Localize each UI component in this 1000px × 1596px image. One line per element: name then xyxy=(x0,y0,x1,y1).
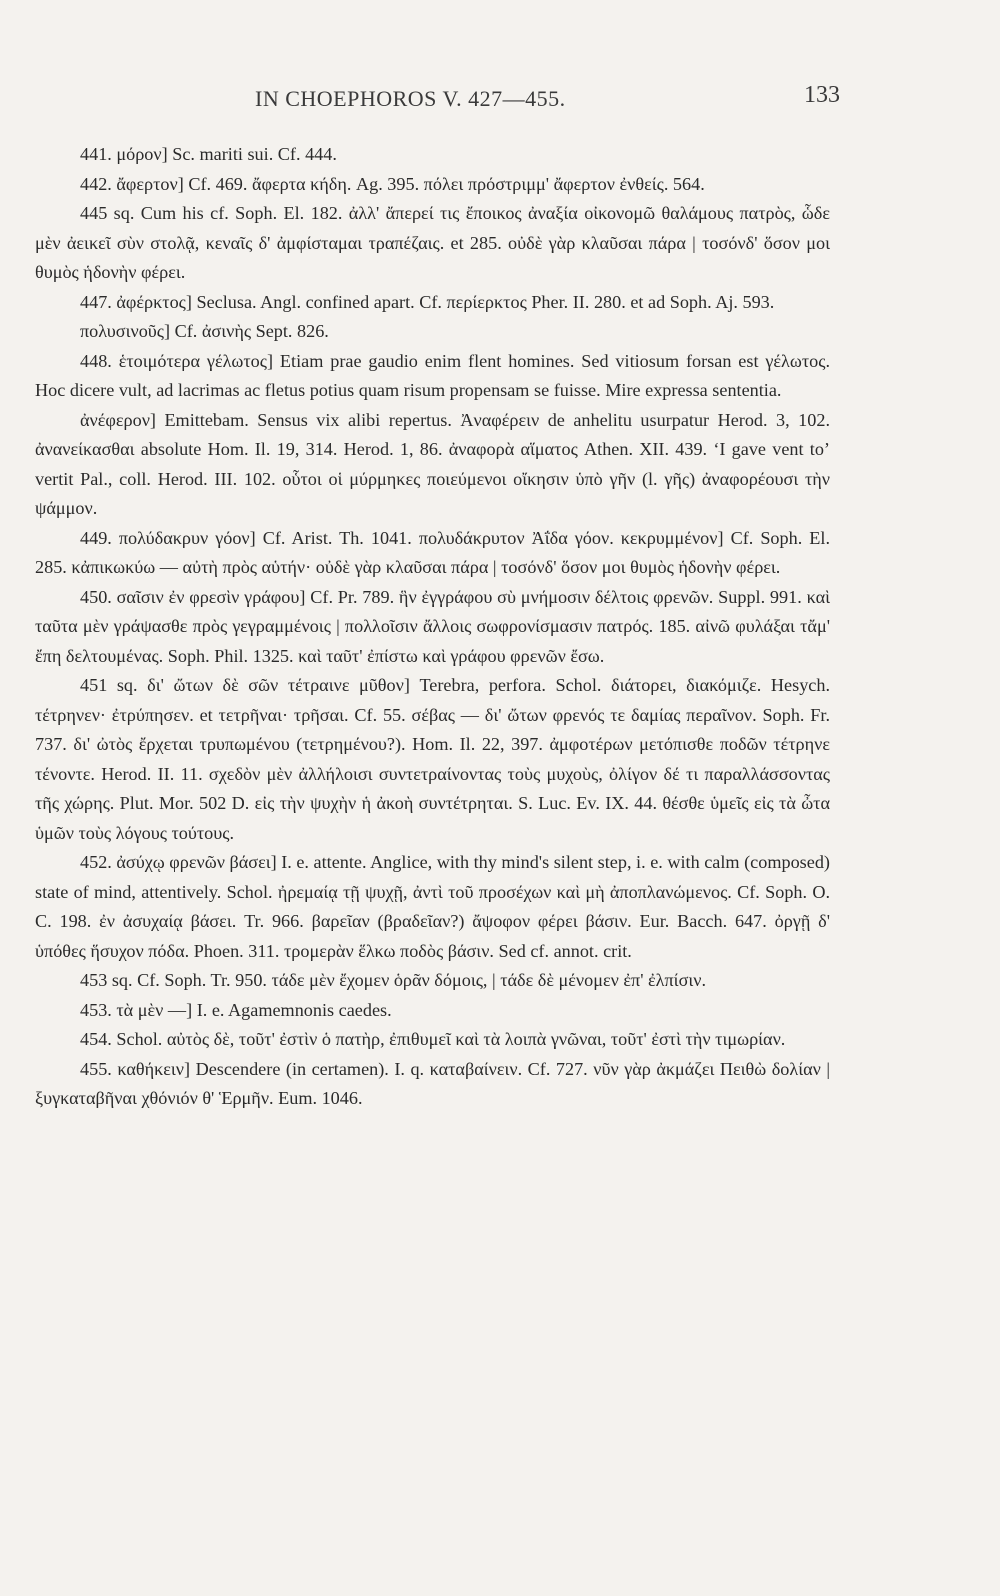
note-453: 453. τὰ μὲν —] I. e. Agamemnonis caedes. xyxy=(80,999,392,1020)
note-447: 447. ἀφέρκτος] Seclusa. Angl. confined apart. Cf. περίερκτος Pher. II. 280. et ad Soph. Aj. 593. xyxy=(80,291,775,312)
running-head: IN CHOEPHOROS V. 427—455. xyxy=(255,86,566,111)
note-448: 448. ἑτοιμότερα γέλωτος] Etiam prae gaudio enim flent homines. Sed vitiosum forsan est γέλωτος. Hoc dicere vult, ad lacrimas ac fletus potius quam risum propensam se fuisse. Mire expressa sententia. xyxy=(35,350,830,400)
note-451: 451 sq. δι' ὤτων δὲ σῶν τέτραινε μῦθον] Terebra, perfora. Schol. διάτορει, διακόμιζε. Hesych. τέτρηνεν· ἐτρύπησεν. et τετρῆναι· τρῆσαι. Cf. 55. σέβας — δι' ὤτων φρενός τε δαμίας περαῖνον. Soph. Fr. 737. δι' ὠτὸς ἔρχεται τρυπωμένου (τετρημένου?). Hom. Il. 22, 397. ἀμφοτέρων μετόπισθε ποδῶν τέτρηνε τένοντε. Herod. II. 11. σχεδὸν μὲν ἀλλήλοισι συντετραίνοντας τοὺς μυχοὺς, ὀλίγον δέ τι παραλλάσσοντας τῆς χώρης. Plut. Mor. 502 D. εἰς τὴν ψυχὴν ἡ ἀκοὴ συντέτρηται. S. Luc. Ev. IX. 44. θέσθε ὑμεῖς εἰς τὰ ὦτα ὑμῶν τοὺς λόγους τούτους. xyxy=(35,675,830,843)
page-number: 133 xyxy=(804,82,840,108)
note-452: 452. ἀσύχῳ φρενῶν βάσει] I. e. attente. Anglice, with thy mind's silent step, i. e. with calm (composed) state of mind, attentively. Schol. ἠρεμαίᾳ τῇ ψυχῇ, ἀντὶ τοῦ προσέχων καὶ μὴ ἀποπλανώμενος. Cf. Soph. O. C. 198. ἐν ἀσυχαίᾳ βάσει. Tr. 966. βαρεῖαν (βραδεῖαν?) ἄψοφον φέρει βάσιν. Eur. Bacch. 647. ὀργῇ δ' ὑπόθες ἥσυχον πόδα. Phoen. 311. τρομερὰν ἕλκω ποδὸς βάσιν. Sed cf. annot. crit. xyxy=(35,852,830,961)
commentary-body xyxy=(35,140,830,1114)
note-441: 441. μόρον] Sc. mariti sui. Cf. 444. xyxy=(80,144,337,164)
note-454: 454. Schol. αὐτὸς δὲ, τοῦτ' ἐστὶν ὁ πατὴρ, ἐπιθυμεῖ καὶ τὰ λοιπὰ γνῶναι, τοῦτ' ἐστὶ τὴν τιμωρίαν. xyxy=(80,1029,786,1049)
note-449: 449. πολύδακρυν γόον] Cf. Arist. Th. 1041. πολυδάκρυτον Ἀΐδα γόον. κεκρυμμένον] Cf. Soph. El. 285. κἀπικωκύω — αὐτὴ πρὸς αὑτήν· οὐδὲ γὰρ κλαῦσαι πάρα | τοσόνδ' ὅσον μοι θυμὸς ἡδονὴν φέρει. xyxy=(35,527,830,577)
note-450: 450. σαῖσιν ἐν φρεσὶν γράφου] Cf. Pr. 789. ἣν ἐγγράφου σὺ μνήμοσιν δέλτοις φρενῶν. Suppl. 991. καὶ ταῦτα μὲν γράψασθε πρὸς γεγραμμένοις | πολλοῖσιν ἄλλοις σωφρονίσμασιν πατρός. 185. αἰνῶ φυλάξαι τἄμ' ἔπη δελτουμένας. Soph. Phil. 1325. καὶ ταῦτ' ἐπίστω καὶ γράφου φρενῶν ἔσω. xyxy=(35,586,830,666)
note-442: 442. ἄφερτον] Cf. 469. ἄφερτα κήδη. Ag. 395. πόλει πρόστριμμ' ἄφερτον ἐνθείς. 564. xyxy=(80,173,705,194)
note-445: 445 sq. Cum his cf. Soph. El. 182. ἀλλ' ἄπερεί τις ἔποικος ἀναξία οἰκονομῶ θαλάμους πατρὸς, ὧδε μὲν ἀεικεῖ σὺν στολᾷ, κεναῖς δ' ἀμφίσταμαι τραπέζαις. et 285. οὐδὲ γὰρ κλαῦσαι πάρα | τοσόνδ' ὅσον μοι θυμὸς ἡδονὴν φέρει. xyxy=(35,203,830,282)
note-447-polysinous: πολυσινοῦς] Cf. ἀσινὴς Sept. 826. xyxy=(80,321,329,341)
page-header xyxy=(0,80,1000,120)
note-448-anepheron: ἀνέφερον] Emittebam. Sensus vix alibi repertus. Ἀναφέρειν de anhelitu usurpatur Herod. 3, 102. ἀνανείκασθαι absolute Hom. Il. 19, 314. Herod. 1, 86. ἀναφορὰ αἵματος Athen. XII. 439. ‘I gave vent to’ vertit Pal., coll. Herod. III. 102. οὗτοι οἱ μύρμηκες ποιεύμενοι οἴκησιν ὑπὸ γῆν (l. γῆς) ἀναφορέουσι τὴν ψάμμον. xyxy=(35,409,830,518)
note-455: 455. καθήκειν] Descendere (in certamen). I. q. καταβαίνειν. Cf. 727. νῦν γὰρ ἀκμάζει Πειθὼ δολίαν | ξυγκαταβῆναι χθόνιόν θ' Ἑρμῆν. Eum. 1046. xyxy=(35,1058,830,1108)
note-453-sq: 453 sq. Cf. Soph. Tr. 950. τάδε μὲν ἔχομεν ὁρᾶν δόμοις, | τάδε δὲ μένομεν ἐπ' ἐλπίσιν. xyxy=(80,970,707,990)
